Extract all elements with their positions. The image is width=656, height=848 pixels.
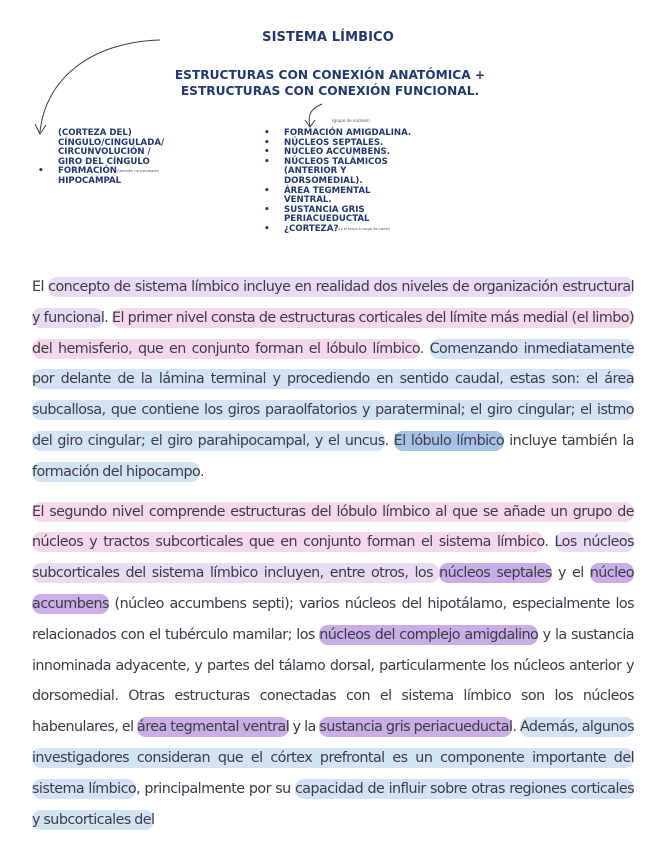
page-subtitle [120,67,540,99]
handwritten-note: Es el tema a cargo de cortex [338,226,391,231]
list-item: • NÚCLEOS TALÁMICOS [262,158,492,168]
body-text [32,272,634,835]
highlight: núcleos del complejo amigdalino [319,626,539,643]
list-item: PERIACUEDUCTAL [284,214,370,225]
list-item: • ¿CORTEZA?$^{Es el tema a cargo de cortex}$ [262,225,492,235]
anatomic-structures-list [36,129,226,187]
list-item: GIRO DEL CÍNGULO [58,156,150,167]
highlight: El primer nivel consta de estructuras corticales del límite más medial (el limbo) del hemisferio, que en conjunto forman el lóbulo límbico [32,309,634,357]
highlight: concepto de sistema límbico incluye en realidad dos niveles de organización estructural y funcional [32,279,635,326]
page-title: SISTEMA LÍMBICO [262,30,394,45]
list-item: CIRCUNVOLUCIÓN / [58,147,151,158]
list-item: (ANTERIOR Y [284,166,347,177]
highlight: núcleos septales [439,565,552,582]
highlight: Comenzando inmediatamente por delante de la lámina terminal y procediendo en sentido caudal, estas son: el área subcallosa, que contiene los giros paraolfatorios y paraterminal; el giro cingular; el istmo del giro cingular; el giro parahipocampal, y el uncus [32,340,634,449]
list-item: HIPOCAMPAL [58,175,122,186]
paragraph-2: El segundo nivel comprende estructuras del lóbulo límbico al que se añade un grupo de núcleos y tractos subcorticales que en conjunto forman el sistema límbico. Los núcleos subcorticales del sistema límbico incluyen, entre otros, los núcleos septales y el núcleo accumbens (núcleo accumbens septi); varios núcleos del hipotálamo, especialmente los relacionados con el tubérculo mamilar; los núcleos del complejo amigdalino y la sustancia innominada adyacente, y partes del tálamo dorsal, particularmente los núcleos anterior y dorsomedial. Otras estructuras conectadas con el sistema límbico son los núcleos habenulares, el área tegmental ventral y la sustancia gris periacueductal. Además, algunos investigadores consideran que el córtex prefrontal es un componente importante del sistema límbico, principalmente por su capacidad de influir sobre otras regiones corticales y subcorticales del [32,503,635,828]
notes-header [0,0,656,265]
highlight: El lóbulo límbico [393,432,505,449]
highlight: Además, algunos investigadores consideran que el córtex prefrontal es un componente importante del sistema límbico [32,719,634,797]
highlight: Los núcleos subcorticales del sistema límbico incluyen, entre otros, los [32,534,634,582]
highlight: formación del hipocampo [32,463,200,480]
list-item: VENTRAL. [284,195,332,206]
list-item: DORSOMEDIAL). [284,175,363,186]
functional-structures-list [262,129,492,235]
handwritten-note: (también ha estudiado) [117,169,160,174]
list-item: • ÁREA TEGMENTAL [262,187,492,197]
right-curve-arrow [309,104,322,126]
highlight: El segundo nivel comprende estructuras del lóbulo límbico al que se añade un grupo de núcleos y tractos subcorticales que en conjunto forman el sistema límbico [32,503,634,551]
highlight: núcleo accumbens [32,565,634,612]
list-item: • NÚCLEO ACCUMBENS. [262,148,492,158]
list-item: • NÚCLEOS SEPTALES. [262,139,492,149]
subtitle-line-1: ESTRUCTURAS CON CONEXIÓN ANATÓMICA + [174,68,486,82]
subtitle-line-2: ESTRUCTURAS CON CONEXIÓN FUNCIONAL. [180,84,480,98]
list-item: (CORTEZA DEL) [58,128,132,138]
highlight: sustancia gris periacueductal [319,719,513,736]
list-item: • SUSTANCIA GRIS [262,206,492,216]
list-item: • FORMACIÓN AMIGDALINA. [262,129,492,139]
paragraph-1: El concepto de sistema límbico incluye en realidad dos niveles de organización estructural y funcional. El primer nivel consta de estructuras corticales del límite más medial (el limbo) del hemisferio, que en conjunto forman el lóbulo límbico. Comenzando inmediatamente por delante de la lámina terminal y procediendo en sentido caudal, estas son: el área subcallosa, que contiene los giros paraolfatorios y paraterminal; el giro cingular; el istmo del giro cingular; el giro parahipocampal, y el uncus. El lóbulo límbico incluye también la formación del hipocampo. [32,279,635,480]
list-item: • $FORMACIÓN^{(también ha estudiado)}$ [36,167,226,177]
list-item: CÍNGULO/CINGULADA/ [58,137,165,148]
highlight: área tegmental ventral [137,719,290,736]
highlight: capacidad de influir sobre otras regiones corticales y subcorticales del [32,780,635,828]
group-note: (grupo de núcleos) [332,118,370,123]
